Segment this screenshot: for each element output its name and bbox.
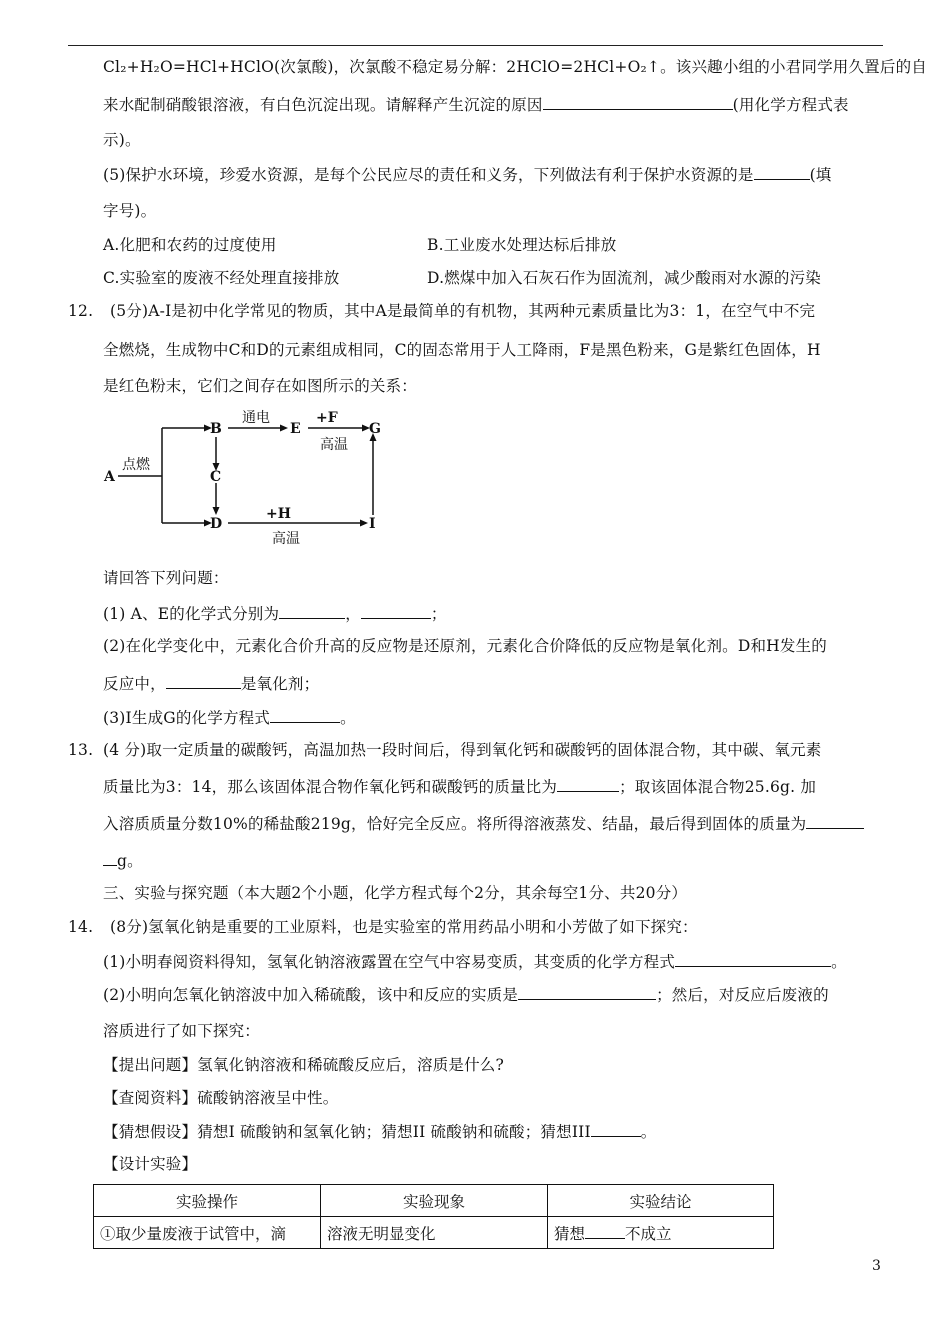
label-high-temp-1: 高温 bbox=[320, 437, 348, 453]
label-plus-f: +F bbox=[316, 410, 338, 426]
node-i: I bbox=[369, 516, 376, 532]
q13-line3 bbox=[103, 813, 864, 834]
q14-part2-cont: 溶质进行了如下探究： bbox=[103, 1022, 261, 1040]
cell-phenomenon: 溶液无明显变化 bbox=[321, 1217, 548, 1249]
table-header-row bbox=[94, 1185, 774, 1217]
label-plus-h: +H bbox=[266, 506, 291, 522]
q11-line1: Cl₂+H₂O=HCl+HClO(次氯酸)，次氯酸不稳定易分解：2HClO=2HCl+O₂↑。该兴趣小组的小君同学用久置后的自 bbox=[103, 58, 927, 76]
q12-part2-tail: 是氧化剂； bbox=[240, 675, 320, 693]
answer-blank[interactable] bbox=[754, 164, 810, 180]
label-high-temp-2: 高温 bbox=[272, 531, 300, 547]
q14-part1 bbox=[103, 951, 847, 972]
answer-blank[interactable] bbox=[166, 673, 241, 689]
answer-blank[interactable] bbox=[361, 603, 431, 619]
q12-part1-sep: ， bbox=[345, 605, 361, 623]
node-c: C bbox=[210, 469, 222, 485]
q13-line1: (4 分)取一定质量的碳酸钙，高温加热一段时间后，得到氧化钙和碳酸钙的固体混合物，其中碳、氧元素 bbox=[103, 741, 822, 759]
q11-line2-text: 来水配制硝酸银溶液，有白色沉淀出现。请解释产生沉淀的原因 bbox=[103, 96, 543, 114]
q11-line2-tail: (用化学方程式表 bbox=[732, 96, 849, 114]
q11-part5-cont: 字号)。 bbox=[103, 202, 157, 220]
q12-part2-cont bbox=[103, 673, 319, 694]
q12-part3-end: 。 bbox=[340, 709, 356, 727]
q14-number: 14. bbox=[68, 918, 94, 936]
option-d: D.燃煤中加入石灰石作为固流剂，减少酸雨对水源的污染 bbox=[427, 269, 822, 287]
q12-part2-text: 反应中， bbox=[103, 675, 166, 693]
q14-part2-text: (2)小明向怎氧化钠溶波中加入稀硫酸，该中和反应的实质是 bbox=[103, 986, 519, 1004]
page-number: 3 bbox=[872, 1258, 881, 1274]
q12-part3 bbox=[103, 707, 356, 728]
node-a: A bbox=[104, 469, 115, 485]
arrow-head bbox=[213, 507, 220, 515]
q13-line2-tail: ；取该固体混合物25.6g. 加 bbox=[619, 778, 817, 796]
option-b: B.工业废水处理达标后排放 bbox=[427, 236, 617, 254]
header-rule bbox=[68, 45, 883, 46]
q14-raise-question: 【提出问题】氢氧化钠溶液和稀硫酸反应后，溶质是什么? bbox=[103, 1056, 505, 1074]
node-b: B bbox=[210, 421, 222, 437]
q14-consult: 【查阅资料】硫酸钠溶液呈中性。 bbox=[103, 1089, 339, 1107]
answer-blank[interactable] bbox=[806, 813, 864, 829]
arrow-head bbox=[360, 520, 368, 527]
q14-line1: (8分)氢氧化钠是重要的工业原料，也是实验室的常用药品小明和小芳做了如下探究： bbox=[110, 918, 698, 936]
q11-line2 bbox=[103, 94, 849, 115]
q13-line2-text: 质量比为3：14，那么该固体混合物作氧化钙和碳酸钙的质量比为 bbox=[103, 778, 558, 796]
q12-line2: 全燃烧，生成物中C和D的元素组成相同，C的固态常用于人工降雨，F是黑色粉来，G是紫红色固体，H bbox=[103, 341, 821, 359]
q14-part1-end: 。 bbox=[831, 953, 847, 971]
label-ignite: 点燃 bbox=[122, 457, 150, 473]
conclusion-text: 猜想 bbox=[554, 1224, 586, 1243]
cell-conclusion bbox=[548, 1217, 774, 1249]
q14-part1-text: (1)小明春阅资料得知，氢氧化钠溶液露置在空气中容易变质，其变质的化学方程式 bbox=[103, 953, 676, 971]
q12-part1 bbox=[103, 603, 447, 624]
header-phenomenon: 实验现象 bbox=[321, 1185, 548, 1217]
q14-design: 【设计实验】 bbox=[103, 1155, 198, 1173]
q11-part5 bbox=[103, 164, 832, 185]
q14-hypothesis bbox=[103, 1121, 657, 1142]
answer-blank[interactable] bbox=[279, 603, 345, 619]
q14-hypothesis-end: 。 bbox=[640, 1123, 657, 1141]
header-operation: 实验操作 bbox=[94, 1185, 321, 1217]
answer-blank[interactable] bbox=[675, 951, 831, 967]
q13-line4-text: g。 bbox=[117, 852, 143, 870]
option-c: C.实验室的废液不经处理直接排放 bbox=[103, 269, 340, 287]
section-3-heading: 三、实验与探究题（本大题2个小题，化学方程式每个2分，其余每空1分、共20分） bbox=[103, 884, 688, 902]
q11-line3: 示)。 bbox=[103, 131, 141, 149]
arrow-head bbox=[280, 425, 288, 432]
q13-line3-text: 入溶质质量分数10%的稀盐酸219g，恰好完全反应。将所得溶液蒸发、结晶，最后得到固体的质量为 bbox=[103, 815, 807, 833]
conclusion-tail: 不成立 bbox=[625, 1224, 672, 1243]
q14-hypothesis-text: 【猜想假设】猜想Ⅰ 硫酸钠和氢氧化钠；猜想II 硫酸钠和硫酸；猜想III bbox=[103, 1123, 591, 1141]
q12-part1-end: ； bbox=[430, 605, 447, 623]
answer-blank[interactable] bbox=[557, 776, 619, 792]
q12-prompt: 请回答下列问题： bbox=[103, 569, 229, 587]
q12-line3: 是红色粉末，它们之间存在如图所示的关系： bbox=[103, 377, 418, 395]
q12-part2: (2)在化学变化中，元素化合价升高的反应物是还原剂，元素化合价降低的反应物是氧化剂。D和H发生的 bbox=[103, 637, 828, 655]
q13-line2 bbox=[103, 776, 816, 797]
answer-blank[interactable] bbox=[591, 1121, 641, 1137]
q12-line1: (5分)A-I是初中化学常见的物质，其中A是最简单的有机物，其两种元素质量比为3：1，在空气中不完 bbox=[110, 302, 816, 320]
node-d: D bbox=[210, 516, 223, 532]
q11-part5-text: (5)保护水环境，珍爱水资源，是每个公民应尽的责任和义务，下列做法有利于保护水资源的是 bbox=[103, 166, 754, 184]
answer-blank[interactable] bbox=[518, 984, 656, 1000]
node-e: E bbox=[290, 421, 301, 437]
q11-part5-tail: (填 bbox=[809, 166, 832, 184]
option-a: A.化肥和农药的过度使用 bbox=[103, 236, 277, 254]
cell-operation: ①取少量废液于试管中，滴 bbox=[94, 1217, 321, 1249]
q12-part1-text: (1) A、E的化学式分别为 bbox=[103, 605, 280, 623]
answer-blank[interactable] bbox=[103, 850, 117, 866]
q14-part2-tail: ；然后，对反应后废液的 bbox=[656, 986, 829, 1004]
header-conclusion: 实验结论 bbox=[548, 1185, 774, 1217]
q14-part2 bbox=[103, 984, 829, 1005]
q12-number: 12. bbox=[68, 302, 94, 320]
q12-part3-text: (3)I生成G的化学方程式 bbox=[103, 709, 271, 727]
experiment-table bbox=[93, 1184, 774, 1249]
reaction-diagram bbox=[96, 405, 396, 555]
answer-blank[interactable] bbox=[543, 94, 733, 110]
q13-number: 13. bbox=[68, 741, 94, 759]
label-electrolysis: 通电 bbox=[242, 410, 270, 426]
q13-line4 bbox=[103, 850, 143, 871]
node-g: G bbox=[369, 421, 381, 437]
answer-blank[interactable] bbox=[270, 707, 340, 723]
table-row bbox=[94, 1217, 774, 1249]
answer-blank[interactable] bbox=[585, 1223, 625, 1239]
